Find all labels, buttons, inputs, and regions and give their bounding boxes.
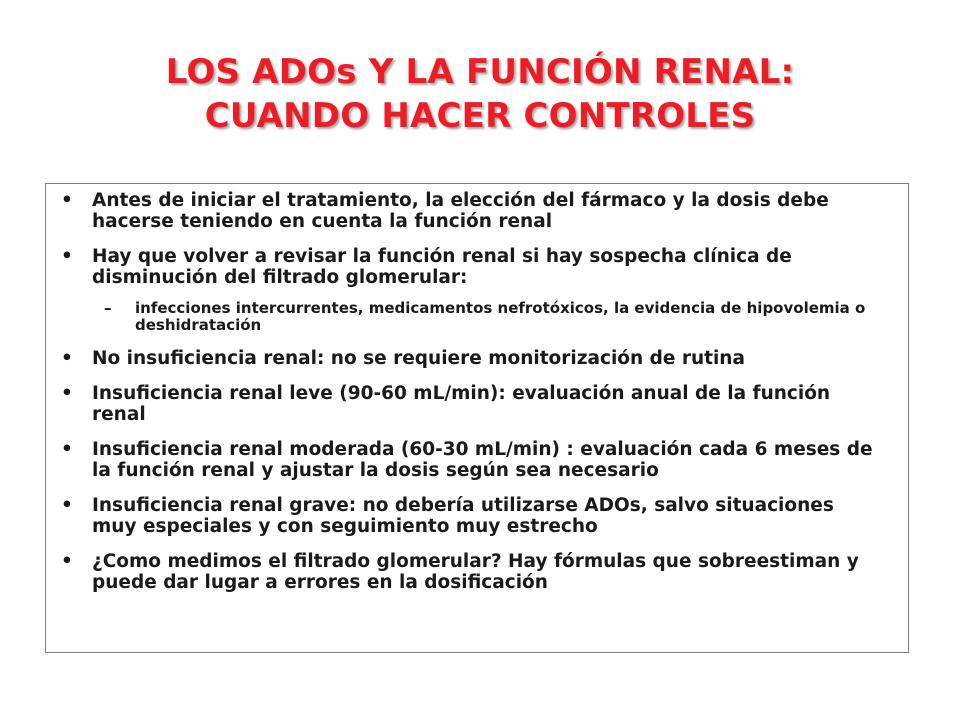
bullet-icon: • xyxy=(61,383,73,404)
bullet-item xyxy=(46,348,908,369)
slide-title xyxy=(0,50,960,138)
bullet-text: Insuficiencia renal moderada (60-30 mL/min) : evaluación cada 6 meses de la función renal y ajustar la dosis según sea necesario xyxy=(92,439,873,481)
bullet-icon: • xyxy=(61,495,73,516)
bullet-icon: • xyxy=(61,551,73,572)
bullet-item xyxy=(46,551,908,593)
bullet-text: Insuficiencia renal leve (90-60 mL/min): evaluación anual de la función renal xyxy=(92,383,831,425)
bullet-text: ¿Como medimos el filtrado glomerular? Hay fórmulas que sobreestiman y puede dar lugar a errores en la dosificación xyxy=(92,551,859,593)
slide-title-line-2: CUANDO HACER CONTROLES xyxy=(204,96,756,136)
bullet-text: Antes de iniciar el tratamiento, la elección del fármaco y la dosis debe hacerse teniendo en cuenta la función renal xyxy=(92,190,829,232)
bullet-list xyxy=(46,190,908,607)
bullet-text: Insuficiencia renal grave: no debería utilizarse ADOs, salvo situaciones muy especiales y con seguimiento muy estrecho xyxy=(92,495,834,537)
bullet-item xyxy=(46,439,908,481)
bullet-item xyxy=(46,383,908,425)
sub-bullet-item xyxy=(92,300,880,334)
content-box xyxy=(45,183,909,653)
bullet-item xyxy=(46,246,908,334)
bullet-icon: • xyxy=(61,348,73,369)
bullet-icon: • xyxy=(61,246,73,267)
sub-bullet-list xyxy=(92,300,880,334)
bullet-icon: • xyxy=(61,190,73,211)
bullet-item xyxy=(46,190,908,232)
slide-title-line-1: LOS ADOs Y LA FUNCIÓN RENAL: xyxy=(165,52,795,92)
bullet-icon: • xyxy=(61,439,73,460)
dash-icon: – xyxy=(104,299,112,317)
bullet-item xyxy=(46,495,908,537)
bullet-text: No insuficiencia renal: no se requiere monitorización de rutina xyxy=(92,348,745,369)
bullet-text: Hay que volver a revisar la función renal si hay sospecha clínica de disminución del filtrado glomerular: xyxy=(92,246,792,288)
sub-bullet-text: infecciones intercurrentes, medicamentos nefrotóxicos, la evidencia de hipovolemia o deshidratación xyxy=(135,299,866,334)
